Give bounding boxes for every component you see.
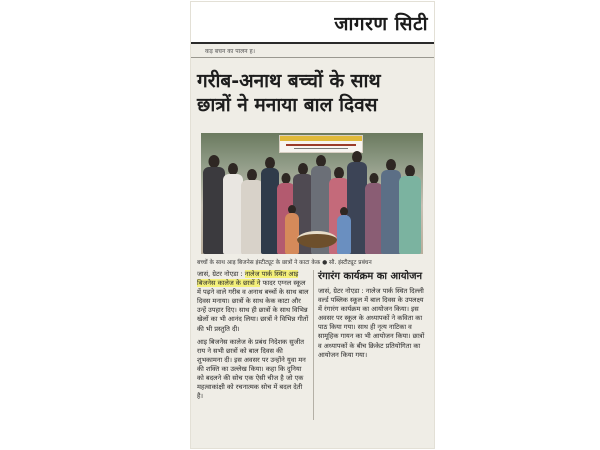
article-body	[197, 270, 309, 405]
photo-person	[399, 165, 421, 254]
photo-person	[381, 159, 401, 254]
top-strip-text: कड़ बचन का पालन ह।	[205, 48, 255, 55]
article-lead	[197, 270, 309, 334]
photo-caption: बच्चों के साथ आइ बिजनेस इंस्टीट्यूट के छात्रों ने काटा केक ● सौ. इंस्टीट्यूट प्रबंधन	[197, 260, 372, 266]
photo-person	[223, 163, 243, 254]
article-headline	[197, 69, 429, 117]
masthead-title: जागरण सिटी	[334, 13, 428, 35]
highlighted-text: नालेज पार्क स्थित आइ बिजनेस कालेज के छात्रों ने	[197, 270, 299, 288]
photo-person	[203, 155, 225, 254]
newspaper-clipping	[191, 2, 434, 448]
article-lead-rest: फादर एग्नल स्कूल में पढ़ने वाले गरीब व अनाथ बच्चों के साथ बाल दिवस मनाया। छात्रों के साथ केक काटा और उन्हें उपहार दिए। साथ ही छात्रों के साथ विभिन्न खेलों का भी आनंद लिया। छात्रों ने विभिन्न गीतों की भी प्रस्तुति दी।	[197, 279, 309, 333]
photo-cake	[297, 231, 337, 248]
headline-line-2: छात्रों ने मनाया बाल दिवस	[197, 94, 378, 116]
headline-line-1: गरीब-अनाथ बच्चों के साथ	[197, 70, 381, 92]
photo-child	[285, 205, 299, 254]
photo-child	[337, 207, 351, 254]
sidebar-heading: रंगारंग कार्यक्रम का आयोजन	[318, 271, 423, 282]
sidebar-body	[318, 287, 428, 360]
sidebar-text: नालेज पार्क स्थित दिल्ली वर्ल्ड पब्लिक स्कूल में बाल दिवस के उपलक्ष्य में रंगारंग कार्यक्रम का आयोजन किया। इस अवसर पर स्कूल के अध्यापकों ने कविता का पाठ किया गया। साथ ही नृत्य नाटिका व सामूहिक गायन का भी आयोजन किया। छात्रों व अध्यापकों के बीच क्रिकेट प्रतियोगिता का आयोजन किया गया।	[318, 287, 425, 359]
photo-person	[241, 169, 263, 254]
masthead	[191, 2, 434, 42]
masthead-rule	[191, 42, 434, 44]
sidebar-dateline: जासं, ग्रेटर नोएडा :	[318, 287, 364, 295]
article-photo	[201, 133, 423, 254]
column-divider	[313, 270, 314, 420]
top-strip-rule	[191, 57, 434, 58]
article-paragraph: आइ बिजनेस कालेज के प्रबंध निदेशक सुजीत राय ने सभी छात्रों को बाल दिवस की शुभकामना दी। इस अवसर पर उन्होंने युवा मन की शक्ति का उल्लेख किया। कहा कि दुनिया को बदलने की सोच एक ऐसी चीज है जो एक महत्वाकांक्षी को रचनात्मक सोच में बदल देती है।	[197, 337, 306, 401]
sidebar-story	[318, 270, 428, 360]
article-dateline: जासं, ग्रेटर नोएडा :	[197, 270, 243, 278]
